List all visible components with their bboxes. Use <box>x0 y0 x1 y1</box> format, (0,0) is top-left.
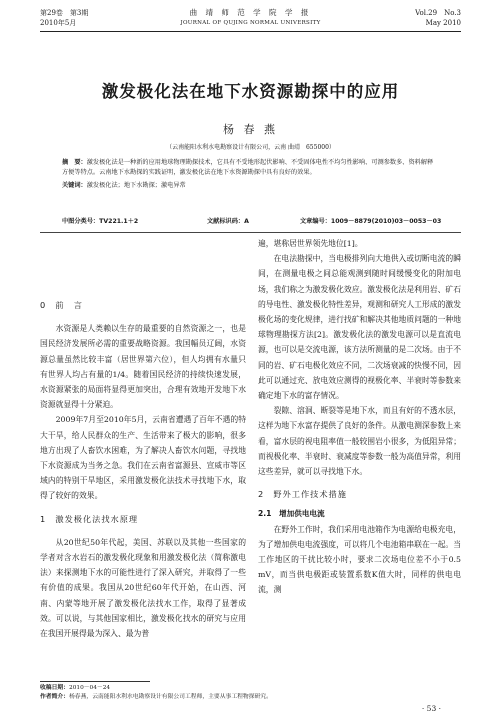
principle-paragraph-2: 在电法勘探中，当电极排列向大地供入或切断电流的瞬间，在测量电极之间总能观测到随时间缓慢变化的附加电场，我们称之为激发极化效应。激发极化法是利用岩、矿石的导电性、激发极化特性差异，观测和研究人工形成的激发极化场的变化规律，进行找矿和解决其他地质问题的一种地球物理勘探方法[2]。激发极化法的激发电源可以是直流电源，也可以是交流电源，该方法所测量的是二次场。由于不同的岩、矿石电极化效应不同，二次场衰减的快慢不同，因此可以通过充、放电效应测得的视极化率、半衰时等参数来确定地下水的富存情况。 <box>258 254 461 401</box>
keywords <box>62 181 439 191</box>
section-2-heading: 2 野外工作技术措施 <box>258 489 347 500</box>
page-number: · 53 · <box>421 704 441 713</box>
received-date: 2010－04－24 <box>69 685 111 691</box>
keywords-text: 激发极化法；地下水勘探；激电异常 <box>86 182 186 189</box>
right-column <box>258 236 461 678</box>
article-author: 杨 春 燕 <box>223 123 278 136</box>
author-bio: 杨春燕，云南能阳水利水电勘察设计有限公司工程师，主要从事工程物探研究。 <box>69 694 272 700</box>
bio-label: 作者简介： <box>40 694 69 700</box>
volume-issue-cn: 第29卷 第3期 <box>40 9 89 17</box>
subsection-2-1-heading: 2.1 增加供电电流 <box>258 509 325 519</box>
intro-paragraph-2: 2009年7月至2010年5月，云南省遭遇了百年不遇的特大干旱，给人民群众的生产、生活带来了极大的影响，很多地方出现了人畜饮水困难，为了解决人畜饮水问题，寻找地下水资源成为当务之急。我们在云南省富源县、宣威市等区域内的特别干旱地区，采用激发极化法技术寻找地下水，取得了较好的效果。 <box>40 415 246 501</box>
author-affiliation: （云南能阳水利水电勘察设计有限公司，云南 曲靖 655000） <box>166 144 335 151</box>
received-label: 收稿日期： <box>40 685 69 691</box>
principle-continued: 遍，堪称居世界领先地位[1]。 <box>258 239 363 248</box>
abstract <box>62 158 439 178</box>
footnote-rule <box>40 681 150 682</box>
section-0-heading: 0 前 言 <box>40 300 83 310</box>
author-bio-note <box>40 693 461 702</box>
header-rule <box>40 31 461 32</box>
journal-name-cn: 曲 靖 师 范 学 院 学 报 <box>189 8 312 17</box>
abstract-label: 摘 要： <box>62 159 87 166</box>
document-code: 文献标识码：A <box>207 218 249 225</box>
journal-name-en: JOURNAL OF QUJING NORMAL UNIVERSITY <box>180 20 321 26</box>
section-1-heading: 1 激发极化法找水原理 <box>40 513 139 524</box>
principle-paragraph-3: 裂隙、溶洞、断裂等是地下水，而且有好的不透水层，这样为地下水富存提供了良好的条件。从激电测深参数上来看，富水层的视电阻率值一般较围岩小很多，为低阻异常；而视极化率、半衰时、衰减度等参数一般为高值异常，利用这些差异，就可以寻找地下水。 <box>258 406 461 477</box>
received-date-note <box>40 684 461 693</box>
running-header <box>40 8 461 38</box>
volume-issue-en: Vol.29 No.3 <box>415 9 461 17</box>
left-column <box>40 236 246 678</box>
technique-paragraph-1: 在野外工作时，我们采用电池箱作为电源给电极充电，为了增加供电电流强度，可以将几个电池箱串联在一起。当工作地区的干扰比较小时，要求二次场电位差不小于0.5 mV，而当供电极距或装置系数K值大时，同样的供电电流，测 <box>258 524 461 595</box>
clc-number: 中图分类号：TV221.1＋2 <box>62 218 139 225</box>
keywords-label: 关键词： <box>62 182 87 189</box>
abstract-block <box>62 158 439 191</box>
principle-paragraph-1: 从20世纪50年代起，美国、苏联以及其他一些国家的学者对含水岩石的激发极化现象和用激发极化法（简称激电法）来探测地下水的可能性进行了深入研究，并取得了一些有价值的成果。我国从20世纪60年代开始，在山西、河南、内蒙等地开展了激发极化法找水工作，取得了显著成效。可以说，与其他国家相比，激发极化找水的研究与应用在我国开展得最为深入、最为普 <box>40 537 246 639</box>
header-right <box>415 8 461 28</box>
date-en: May 2010 <box>425 19 461 27</box>
article-title: 激发极化法在地下水资源勘探中的应用 <box>101 82 400 101</box>
header-center <box>40 8 461 28</box>
date-cn: 2010年5月 <box>40 19 77 27</box>
abstract-rule <box>40 232 461 233</box>
abstract-text: 激发极化法是一种新的应用地球物理勘探技术，它具有不受地形起伏影响、不受固体电性不均匀性影响、可测参数多、资料解释方便等特点。云南地下水勘探的实践证明，激发极化法在地下水资源勘探中具有良好的效果。 <box>62 159 434 176</box>
intro-paragraph-1: 水资源是人类赖以生存的最重要的自然资源之一，也是国民经济发展所必需的重要战略资源。我国幅员辽阔，水资源总量虽然比较丰富（居世界第六位），但人均拥有水量只有世界人均占有量的1/4。随着国民经济的持续快速发展，水资源紧张的局面将显得更加突出，合理有效地开发地下水资源就显得十分紧迫。 <box>40 324 246 410</box>
article-id: 文章编号：1009－8879(2010)03－0053－03 <box>300 218 442 225</box>
